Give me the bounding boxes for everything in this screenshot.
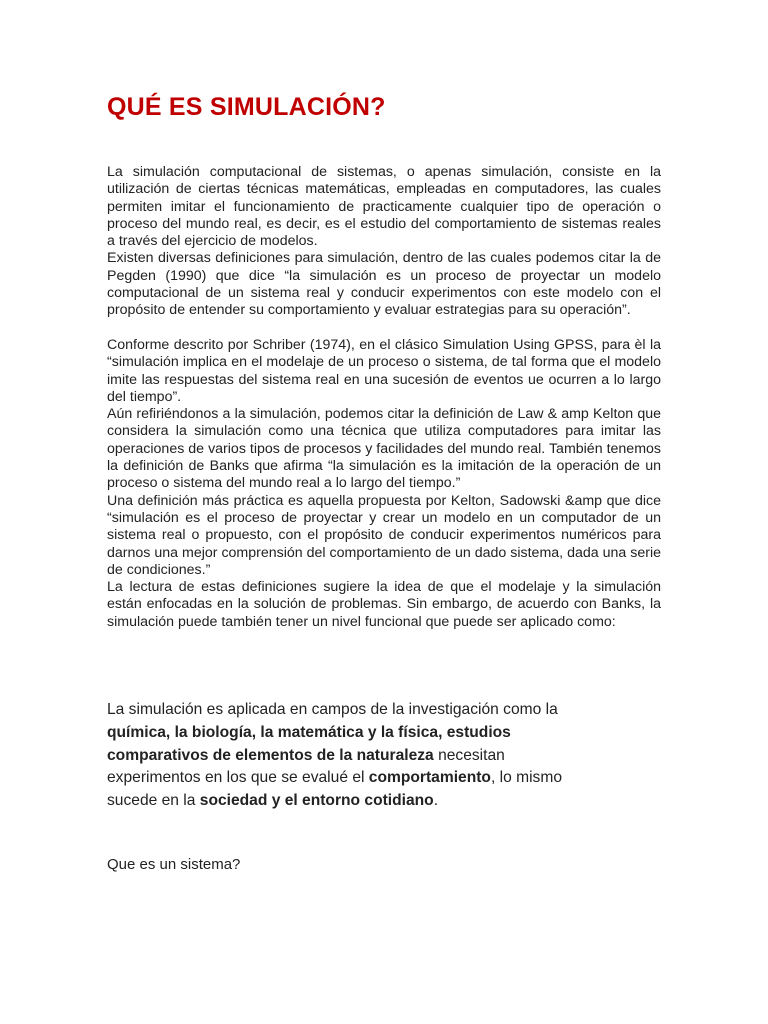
section-heading: Que es un sistema? [107, 856, 241, 873]
callout-text-3: , lo mismo sucede en la [107, 769, 563, 810]
callout-text-4: . [433, 792, 439, 810]
callout-bold-behavior: comportamiento [368, 769, 491, 787]
callout-text-1: La simulación es aplicada en campos de la investigación como la [107, 701, 558, 718]
callout-paragraph [107, 699, 587, 813]
paragraph-schriber: Conforme descrito por Schriber (1974), en el clásico Simulation Using GPSS, para èl la “simulación implica en el modelaje de un proceso o sistema, de tal forma que el modelo imite las respuestas del sistema real en una sucesión de eventos ue ocurren a lo largo del tiempo”. [107, 336, 661, 405]
paragraph-pegden: Existen diversas definiciones para simulación, dentro de las cuales podemos citar la de Pegden (1990) que dice “la simulación es un proceso de proyectar un modelo computacional de un sistema real y conducir experimentos con este modelo con el propósito de entender su comportamiento y evaluar estrategias para su operación”. [107, 250, 661, 319]
paragraph-banks: La lectura de estas definiciones sugiere la idea de que el modelaje y la simulación están enfocadas en la solución de problemas. Sin embargo, de acuerdo con Banks, la simulación puede también tener un nivel funcional que puede ser aplicado como: [107, 579, 661, 630]
paragraph-kelton-sadowski: Una definición más práctica es aquella propuesta por Kelton, Sadowski &amp que dice “simulación es el proceso de proyectar y crear un modelo en un computador de un sistema real o propuesto, con el propósito de conducir experimentos numéricos para darnos una mejor comprensión del comportamiento de un dado sistema, dada una serie de condiciones.” [107, 492, 661, 578]
body-text [107, 164, 661, 631]
callout-bold-fields: química, la biología, la matemática y la física, estudios comparativos de elementos de la naturaleza [107, 723, 511, 764]
paragraph-law-kelton: Aún refiriéndonos a la simulación, podemos citar la definición de Law & amp Kelton que considera la simulación como una técnica que utiliza computadores para imitar las operaciones de varios tipos de procesos y facilidades del mundo real. También tenemos la definición de Banks que afirma “la simulación es la imitación de la operación de un proceso o sistema del mundo real a lo largo del tiempo.” [107, 406, 661, 492]
callout-bold-society: sociedad y el entorno cotidiano [199, 792, 434, 810]
callout-text-2: necesitan experimentos en los que se evalué el [107, 746, 505, 787]
page-title: QUÉ ES SIMULACIÓN? [107, 93, 386, 121]
paragraph-definition: La simulación computacional de sistemas, o apenas simulación, consiste en la utilización de ciertas técnicas matemáticas, empleadas en computadores, las cuales permiten imitar el funcionamiento de practicamente cualquier tipo de operación o proceso del mundo real, es decir, es el estudio del comportamiento de sistemas reales a través del ejercicio de modelos. [107, 164, 661, 250]
